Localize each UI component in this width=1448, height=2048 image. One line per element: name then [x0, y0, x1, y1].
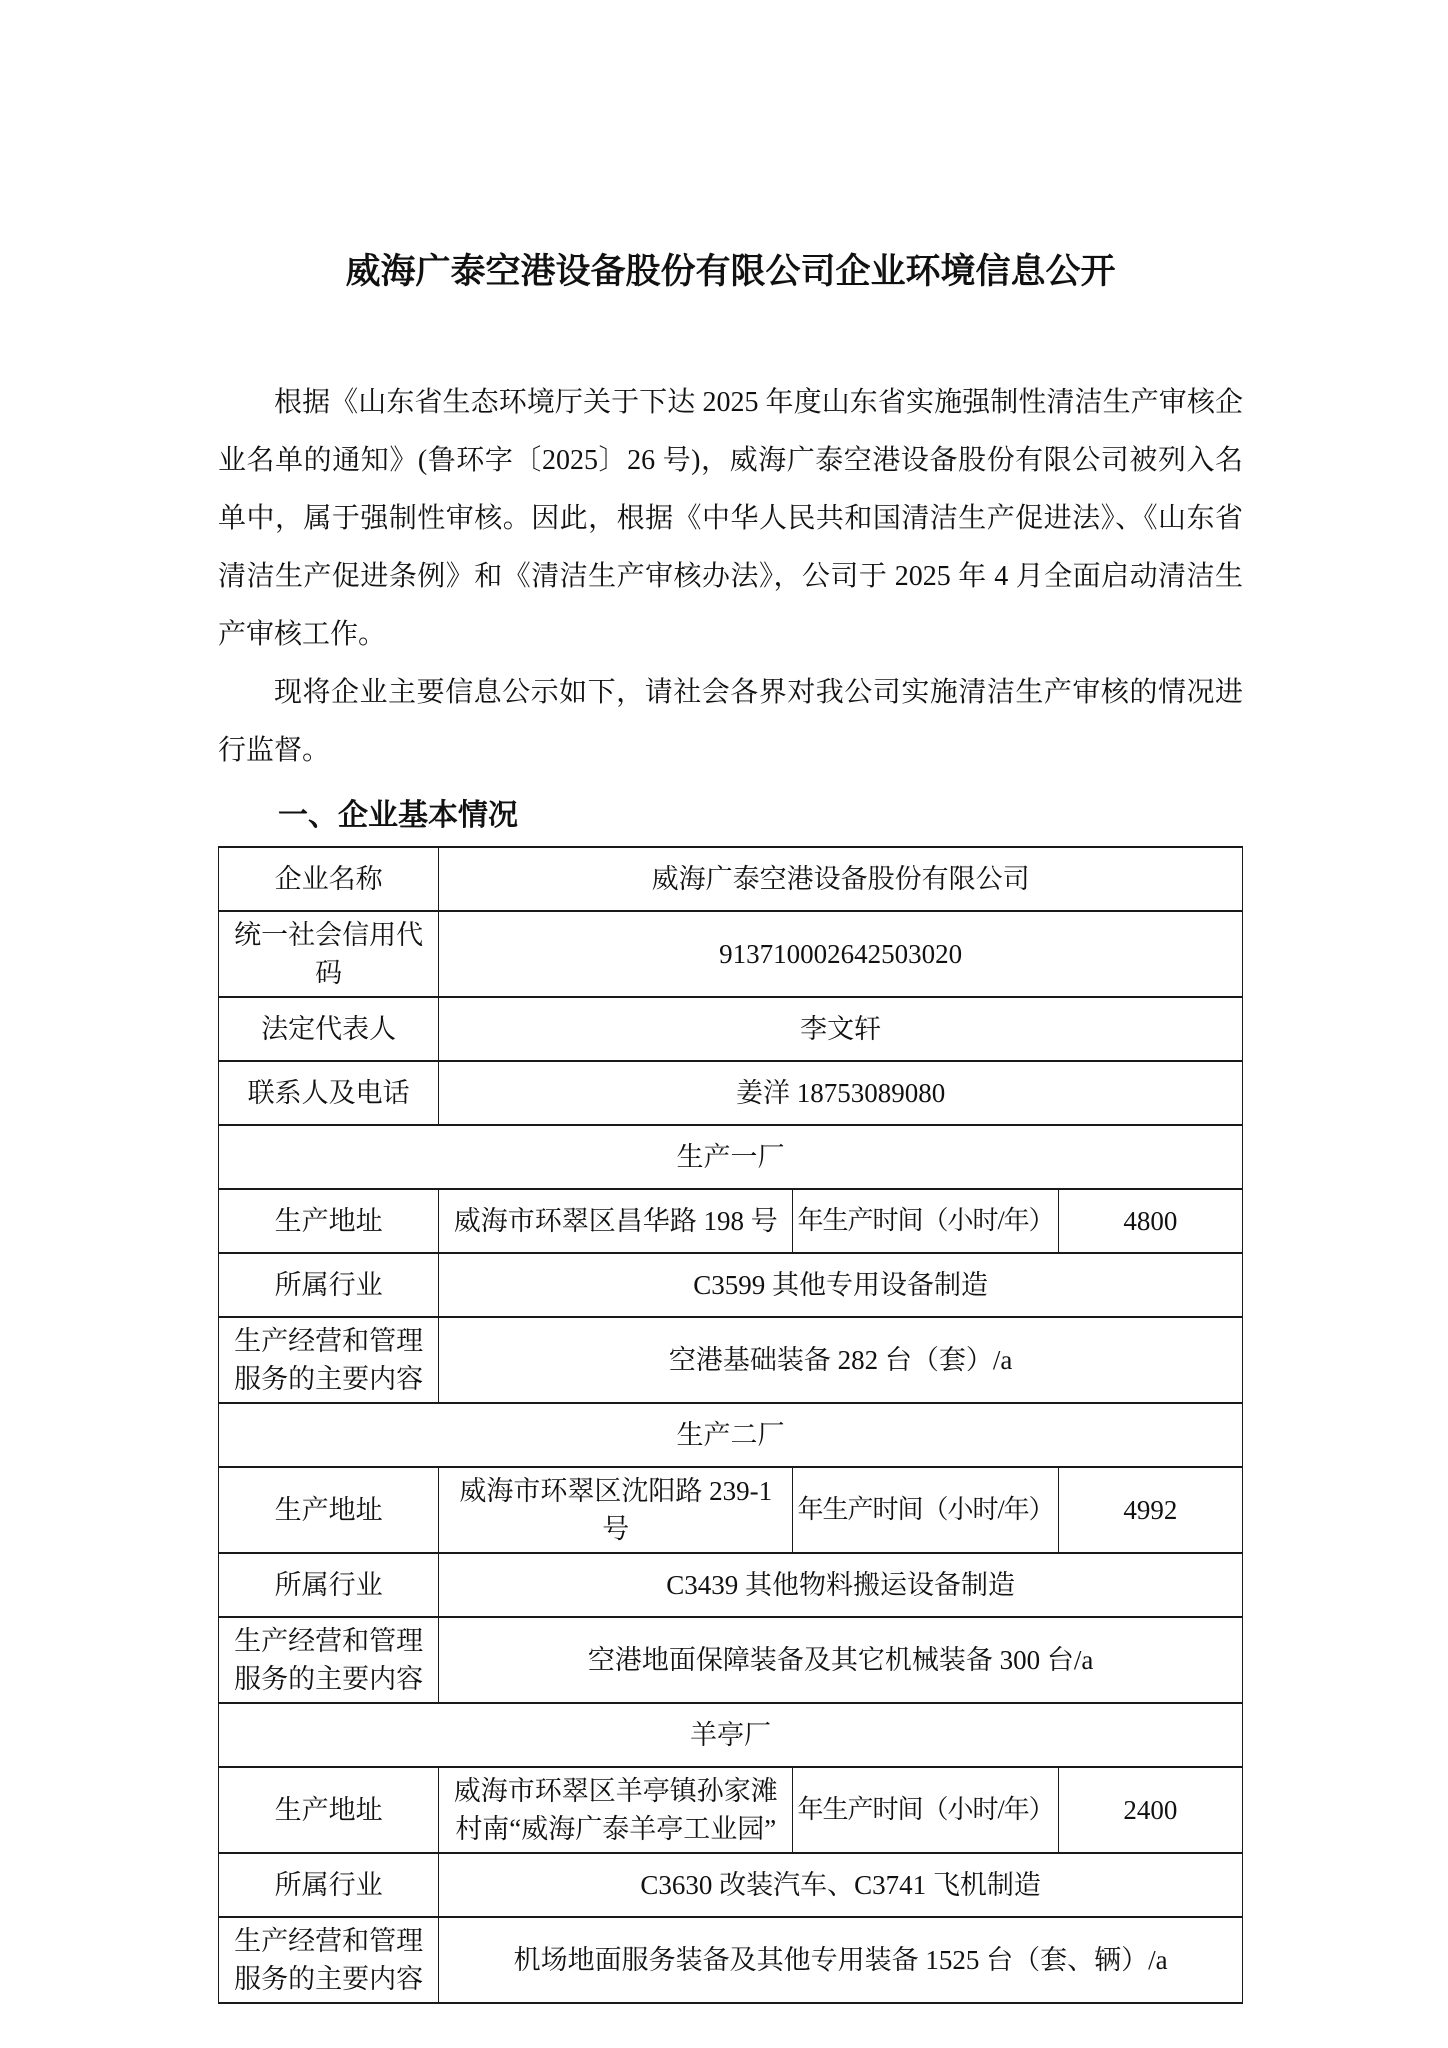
factory-section-cell: 生产一厂 [219, 1125, 1243, 1189]
annual-hours-label-cell: 年生产时间（小时/年） [793, 1767, 1058, 1853]
table-row [219, 1467, 1243, 1553]
production-address-cell: 威海市环翠区昌华路 198 号 [439, 1189, 793, 1253]
row-label-cell: 统一社会信用代码 [219, 911, 439, 997]
paragraph-intro: 根据《山东省生态环境厅关于下达 2025 年度山东省实施强制性清洁生产审核企业名单的通知》(鲁环字〔2025〕26 号)，威海广泰空港设备股份有限公司被列入名单中，属于强制性审核。因此，根据《中华人民共和国清洁生产促进法》、《山东省清洁生产促进条例》和《清洁生产审核办法》，公司于 2025 年 4 月全面启动清洁生产审核工作。 [218, 387, 1243, 650]
table-row [219, 1061, 1243, 1125]
row-value-cell: 机场地面服务装备及其他专用装备 1525 台（套、辆）/a [439, 1917, 1243, 2003]
table-row [219, 1553, 1243, 1617]
table-row [219, 1253, 1243, 1317]
table-row [219, 911, 1243, 997]
row-value-cell: 913710002642503020 [439, 911, 1243, 997]
table-section-row [219, 1125, 1243, 1189]
row-label-cell: 生产地址 [219, 1767, 439, 1853]
row-label-cell: 生产经营和管理服务的主要内容 [219, 1917, 439, 2003]
row-value-cell: 空港地面保障装备及其它机械装备 300 台/a [439, 1617, 1243, 1703]
row-value-cell: C3599 其他专用设备制造 [439, 1253, 1243, 1317]
row-label-cell: 所属行业 [219, 1553, 439, 1617]
table-section-row [219, 1403, 1243, 1467]
table-section-row [219, 1703, 1243, 1767]
table-row [219, 1767, 1243, 1853]
production-address-cell: 威海市环翠区沈阳路 239-1 号 [439, 1467, 793, 1553]
row-value-cell: C3630 改装汽车、C3741 飞机制造 [439, 1853, 1243, 1917]
annual-hours-label-cell: 年生产时间（小时/年） [793, 1189, 1058, 1253]
production-address-cell: 威海市环翠区羊亭镇孙家滩村南“威海广泰羊亭工业园” [439, 1767, 793, 1853]
company-info-table [218, 846, 1243, 2004]
table-row [219, 1189, 1243, 1253]
row-label-cell: 法定代表人 [219, 997, 439, 1061]
table-row [219, 1317, 1243, 1403]
table-row [219, 1853, 1243, 1917]
row-label-cell: 生产地址 [219, 1467, 439, 1553]
factory-section-cell: 羊亭厂 [219, 1703, 1243, 1767]
annual-hours-value-cell: 4800 [1058, 1189, 1242, 1253]
row-value-cell: 空港基础装备 282 台（套）/a [439, 1317, 1243, 1403]
row-label-cell: 所属行业 [219, 1853, 439, 1917]
row-value-cell: 威海广泰空港设备股份有限公司 [439, 847, 1243, 911]
row-label-cell: 联系人及电话 [219, 1061, 439, 1125]
row-label-cell: 所属行业 [219, 1253, 439, 1317]
document-title: 威海广泰空港设备股份有限公司企业环境信息公开 [345, 252, 1116, 291]
row-value-cell: C3439 其他物料搬运设备制造 [439, 1553, 1243, 1617]
table-row [219, 997, 1243, 1061]
row-label-cell: 生产经营和管理服务的主要内容 [219, 1317, 439, 1403]
table-row [219, 1917, 1243, 2003]
row-label-cell: 企业名称 [219, 847, 439, 911]
row-value-cell: 李文轩 [439, 997, 1243, 1061]
factory-section-cell: 生产二厂 [219, 1403, 1243, 1467]
row-value-cell: 姜洋 18753089080 [439, 1061, 1243, 1125]
row-label-cell: 生产经营和管理服务的主要内容 [219, 1617, 439, 1703]
section-heading-basic-info: 一、企业基本情况 [278, 799, 518, 832]
annual-hours-value-cell: 4992 [1058, 1467, 1242, 1553]
annual-hours-value-cell: 2400 [1058, 1767, 1242, 1853]
annual-hours-label-cell: 年生产时间（小时/年） [793, 1467, 1058, 1553]
paragraph-disclosure: 现将企业主要信息公示如下，请社会各界对我公司实施清洁生产审核的情况进行监督。 [218, 677, 1243, 766]
company-info-table-body [219, 847, 1243, 2003]
table-row [219, 847, 1243, 911]
row-label-cell: 生产地址 [219, 1189, 439, 1253]
table-row [219, 1617, 1243, 1703]
